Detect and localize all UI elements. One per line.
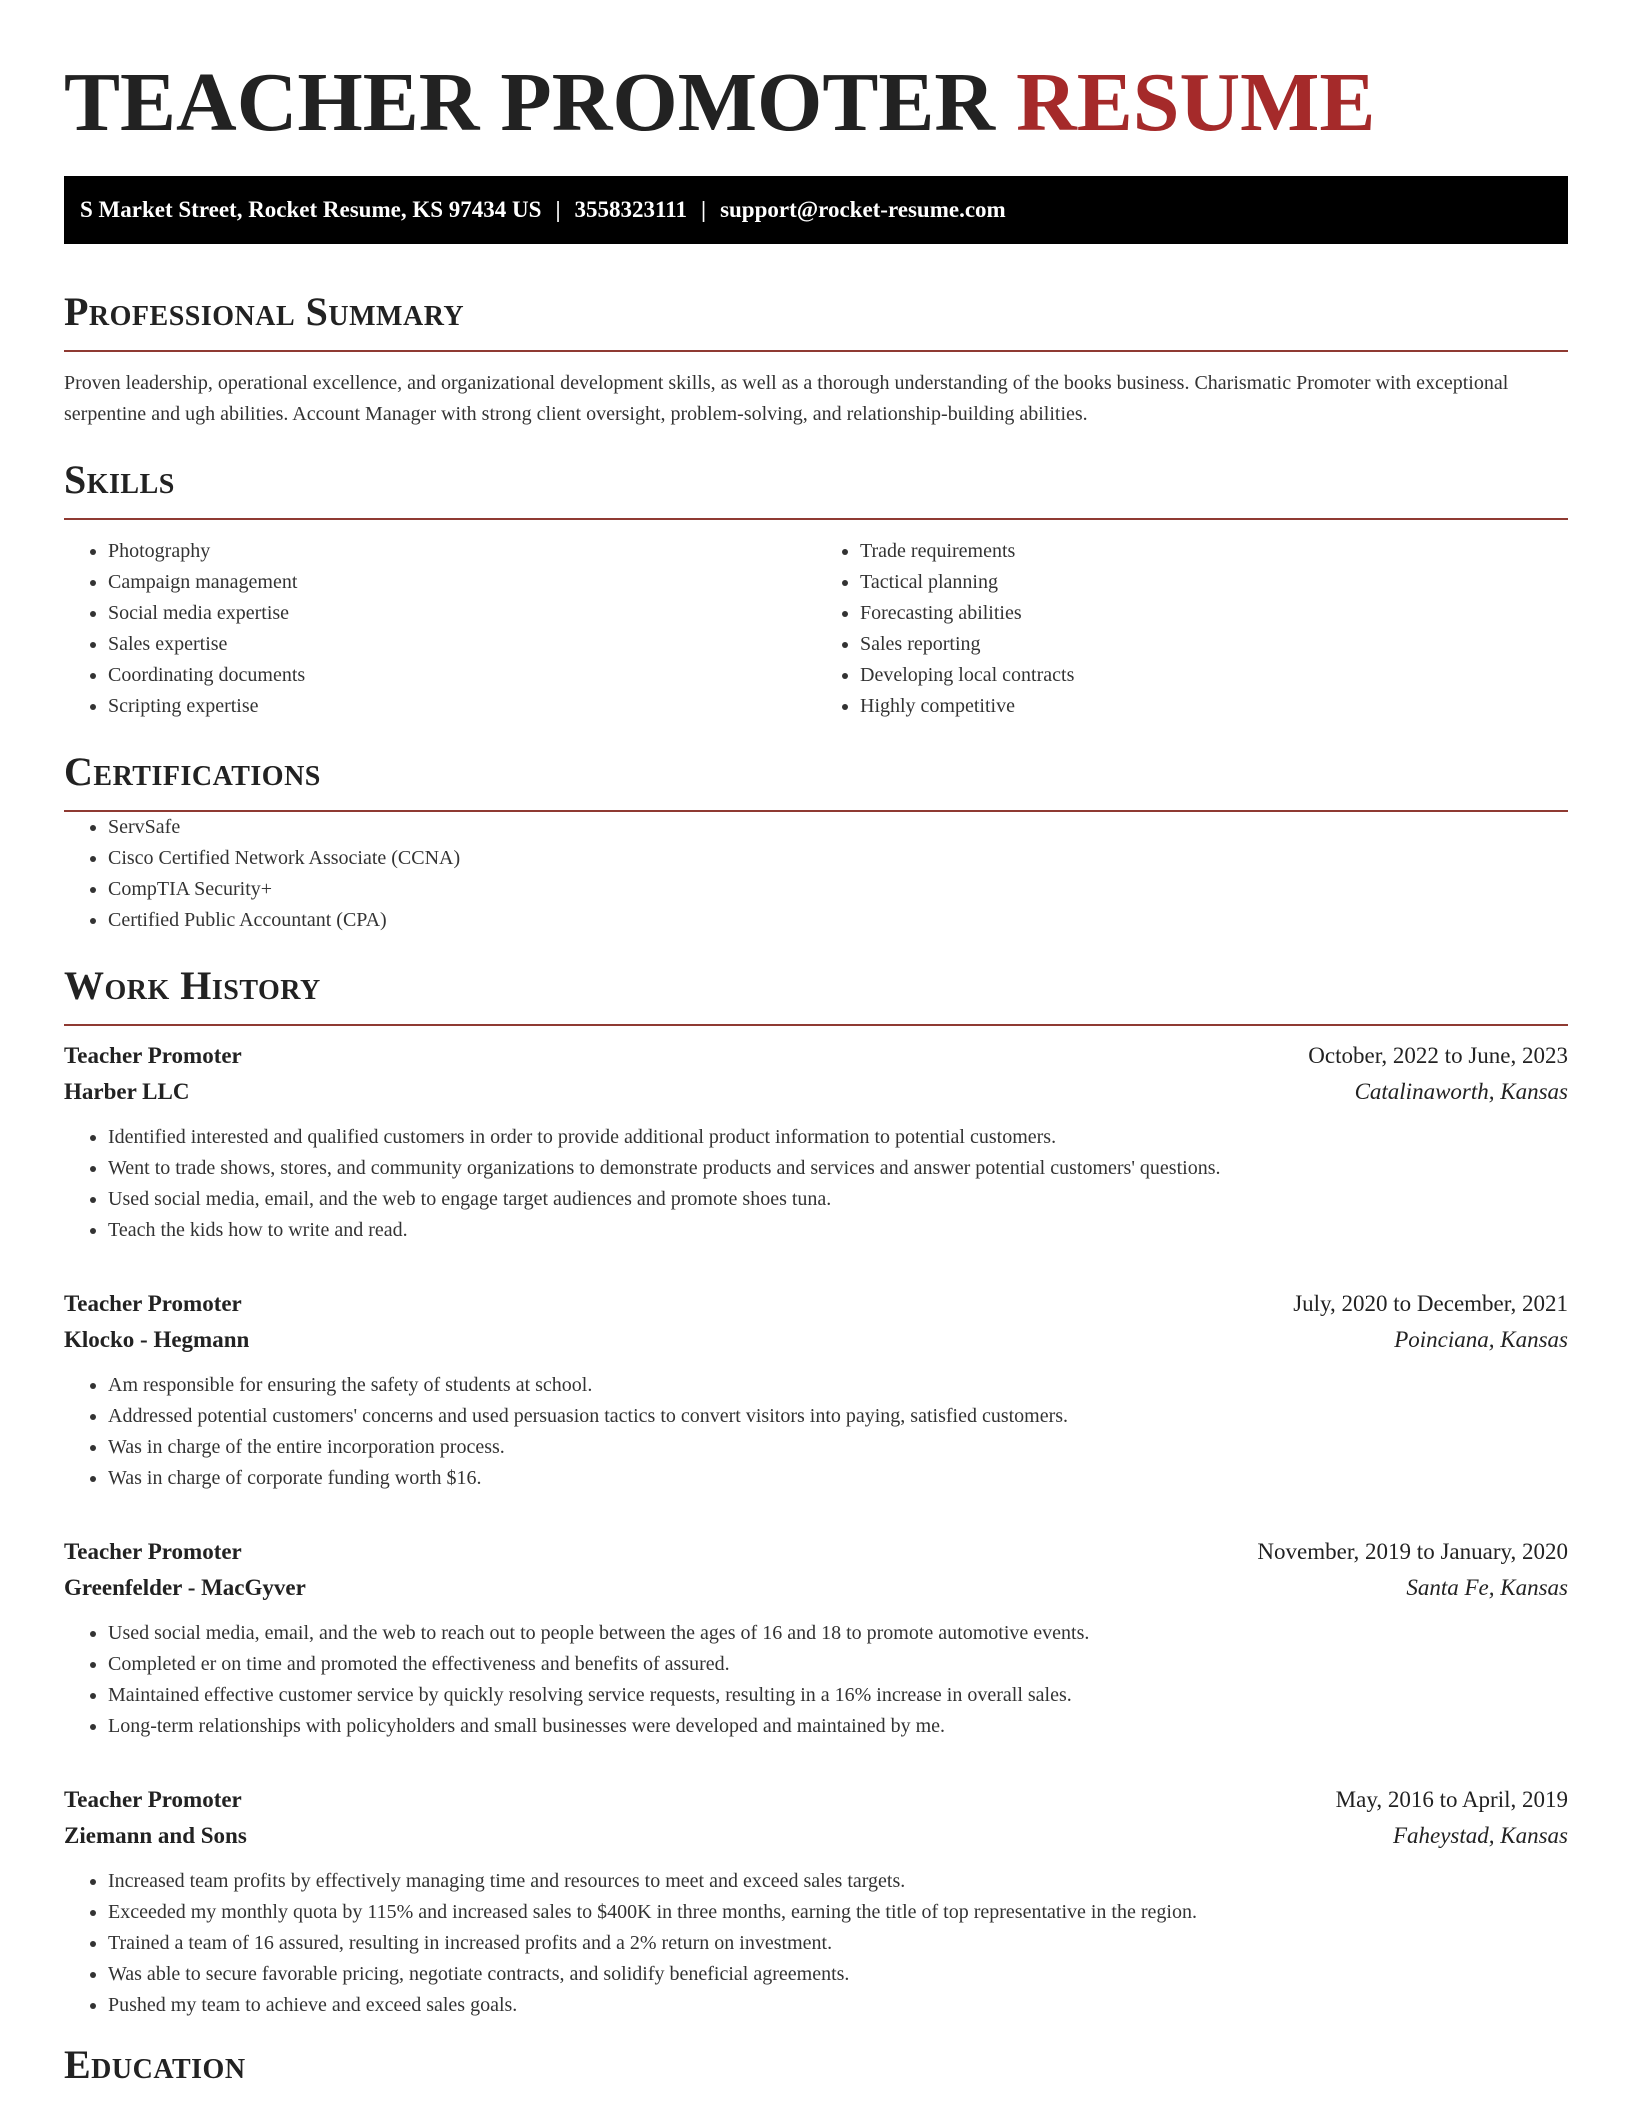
job-title-row xyxy=(64,1782,1568,1818)
section-divider xyxy=(64,350,1568,352)
skill-item: • Forecasting abilities xyxy=(860,598,1568,629)
skill-item: • Tactical planning xyxy=(860,567,1568,598)
job-dates: November, 2019 to January, 2020 xyxy=(1257,1539,1568,1564)
skill-item: • Scripting expertise xyxy=(108,691,816,722)
contact-email[interactable]: support@rocket-resume.com xyxy=(720,197,1006,222)
certification-item: • CompTIA Security+ xyxy=(108,874,1568,905)
job-bullet: • Trained a team of 16 assured, resulting in increased profits and a 2% return on investment. xyxy=(108,1928,1568,1959)
skill-item: • Trade requirements xyxy=(860,536,1568,567)
job-bullets xyxy=(64,1866,1568,2021)
job-location: Poinciana, Kansas xyxy=(1394,1327,1568,1352)
skills-heading: Skills xyxy=(64,457,175,502)
job-title-row xyxy=(64,1286,1568,1322)
job-bullets xyxy=(64,1370,1568,1494)
job-company: Klocko - Hegmann xyxy=(64,1327,250,1352)
job-bullet: • Was in charge of corporate funding worth $16. xyxy=(108,1463,1568,1494)
job-entry xyxy=(64,1038,1568,1246)
job-company: Greenfelder - MacGyver xyxy=(64,1575,306,1600)
skill-item: • Sales expertise xyxy=(108,629,816,660)
job-company: Harber LLC xyxy=(64,1079,190,1104)
skills-list-right xyxy=(816,536,1568,722)
job-title: Teacher Promoter xyxy=(64,1291,242,1316)
skill-item: • Social media expertise xyxy=(108,598,816,629)
certification-item: • Cisco Certified Network Associate (CCNA) xyxy=(108,843,1568,874)
certification-item: • Certified Public Accountant (CPA) xyxy=(108,905,1568,936)
certifications-list xyxy=(64,812,1568,936)
contact-separator: | xyxy=(555,197,561,222)
job-bullet: • Used social media, email, and the web to reach out to people between the ages of 16 and 18 to promote automotive events. xyxy=(108,1618,1568,1649)
skill-item: • Coordinating documents xyxy=(108,660,816,691)
job-bullets xyxy=(64,1122,1568,1246)
job-bullets xyxy=(64,1618,1568,1742)
job-bullet: • Went to trade shows, stores, and community organizations to demonstrate products and services and answer potential customers' questions. xyxy=(108,1153,1568,1184)
job-location: Catalinaworth, Kansas xyxy=(1354,1079,1568,1104)
job-entry xyxy=(64,1782,1568,2021)
job-bullet: • Addressed potential customers' concerns and used persuasion tactics to convert visitors into paying, satisfied customers. xyxy=(108,1401,1568,1432)
job-bullet: • Long-term relationships with policyholders and small businesses were developed and maintained by me. xyxy=(108,1711,1568,1742)
job-title: Teacher Promoter xyxy=(64,1539,242,1564)
contact-bar xyxy=(64,176,1568,244)
certifications-section xyxy=(64,748,1568,936)
job-company-row xyxy=(64,1074,1568,1110)
summary-heading: Professional Summary xyxy=(64,289,465,334)
skill-item: • Developing local contracts xyxy=(860,660,1568,691)
job-location: Faheystad, Kansas xyxy=(1392,1823,1568,1848)
job-bullet: • Was able to secure favorable pricing, negotiate contracts, and solidify beneficial agreements. xyxy=(108,1959,1568,1990)
skill-item: • Highly competitive xyxy=(860,691,1568,722)
summary-text: Proven leadership, operational excellence, and organizational development skills, as well as a thorough understanding of the books business. Charismatic Promoter with exceptional serpentine and ugh abilities. Account Manager with strong client oversight, problem-solving, and relationship-building abilities. xyxy=(64,372,1509,425)
job-entry xyxy=(64,1286,1568,1494)
skills-list-left xyxy=(64,536,816,722)
job-title: Teacher Promoter xyxy=(64,1043,242,1068)
education-section xyxy=(64,2041,1568,2089)
education-heading: Education xyxy=(64,2042,246,2087)
job-company-row xyxy=(64,1322,1568,1358)
title-accent: RESUME xyxy=(1016,56,1376,149)
contact-address: S Market Street, Rocket Resume, KS 97434 US xyxy=(80,197,542,222)
job-bullet: • Was in charge of the entire incorporation process. xyxy=(108,1432,1568,1463)
work-history-heading: Work History xyxy=(64,963,321,1008)
job-company-row xyxy=(64,1570,1568,1606)
job-location: Santa Fe, Kansas xyxy=(1406,1575,1568,1600)
summary-section xyxy=(64,288,1568,430)
skills-section xyxy=(64,456,1568,722)
job-title-row xyxy=(64,1038,1568,1074)
job-bullet: • Completed er on time and promoted the effectiveness and benefits of assured. xyxy=(108,1649,1568,1680)
section-divider xyxy=(64,1024,1568,1026)
contact-phone: 3558323111 xyxy=(574,197,687,222)
job-dates: October, 2022 to June, 2023 xyxy=(1308,1043,1568,1068)
job-dates: May, 2016 to April, 2019 xyxy=(1335,1787,1568,1812)
job-title: Teacher Promoter xyxy=(64,1787,242,1812)
job-company: Ziemann and Sons xyxy=(64,1823,247,1848)
job-entry xyxy=(64,1534,1568,1742)
job-title-row xyxy=(64,1534,1568,1570)
job-dates: July, 2020 to December, 2021 xyxy=(1293,1291,1568,1316)
certification-item: • ServSafe xyxy=(108,812,1568,843)
job-bullet: • Am responsible for ensuring the safety of students at school. xyxy=(108,1370,1568,1401)
skill-item: • Sales reporting xyxy=(860,629,1568,660)
skill-item: • Photography xyxy=(108,536,816,567)
title-main: TEACHER PROMOTER xyxy=(64,56,996,149)
job-bullet: • Increased team profits by effectively managing time and resources to meet and exceed sales targets. xyxy=(108,1866,1568,1897)
job-bullet: • Exceeded my monthly quota by 115% and increased sales to $400K in three months, earning the title of top representative in the region. xyxy=(108,1897,1568,1928)
job-bullet: • Teach the kids how to write and read. xyxy=(108,1215,1568,1246)
resume-title xyxy=(64,0,1568,164)
contact-separator: | xyxy=(700,197,707,222)
job-bullet: • Identified interested and qualified customers in order to provide additional product information to potential customers. xyxy=(108,1122,1568,1153)
job-bullet: • Pushed my team to achieve and exceed sales goals. xyxy=(108,1990,1568,2021)
work-history-section xyxy=(64,962,1568,2021)
job-bullet: • Maintained effective customer service by quickly resolving service requests, resulting in a 16% increase in overall sales. xyxy=(108,1680,1568,1711)
job-bullet: • Used social media, email, and the web to engage target audiences and promote shoes tuna. xyxy=(108,1184,1568,1215)
skill-item: • Campaign management xyxy=(108,567,816,598)
certifications-heading: Certifications xyxy=(64,749,321,794)
job-company-row xyxy=(64,1818,1568,1854)
section-divider xyxy=(64,518,1568,520)
skills-grid xyxy=(64,536,1568,722)
